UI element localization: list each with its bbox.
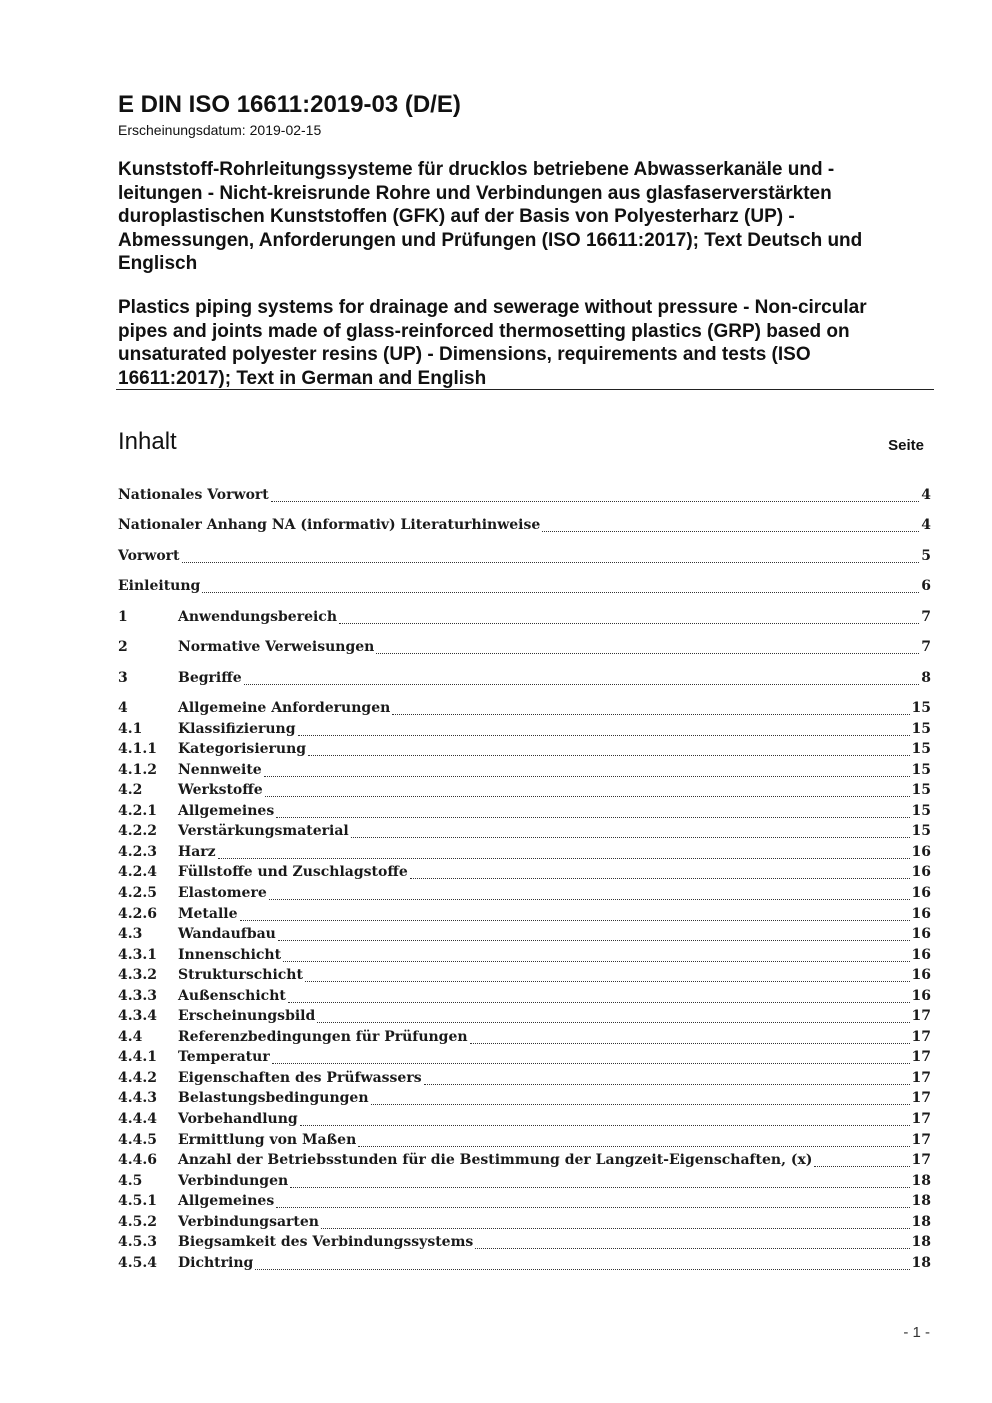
toc-entry-title: Elastomere <box>178 884 267 901</box>
toc-entry-page: 17 <box>911 1008 931 1025</box>
toc-entry-number: 4.2.2 <box>118 823 157 840</box>
toc-entry-number: 4 <box>118 700 128 716</box>
toc-entry-title: Werkstoffe <box>178 782 263 799</box>
toc-entry-title: Begriffe <box>178 670 242 686</box>
toc-entry-number: 4.1 <box>118 720 143 737</box>
toc-entry-title: Allgemeine Anforderungen <box>178 700 391 716</box>
toc-entry[interactable] <box>118 670 931 690</box>
toc-entry-number: 4.2.1 <box>118 802 157 819</box>
toc-entry-page: 6 <box>921 578 931 594</box>
toc-dot-leader <box>290 1186 909 1188</box>
toc-entry-page: 16 <box>911 987 931 1004</box>
toc-entry[interactable] <box>118 803 931 823</box>
toc-dot-leader <box>410 877 910 879</box>
toc-entry-number: 4.4.6 <box>118 1152 157 1169</box>
toc-entry-title: Ermittlung von Maßen <box>178 1131 357 1148</box>
toc-dot-leader <box>283 960 909 962</box>
toc-entry[interactable] <box>118 700 931 720</box>
toc-dot-leader <box>276 1206 909 1208</box>
toc-page-column-label: Seite <box>888 437 924 454</box>
toc-entry-page: 15 <box>911 720 931 737</box>
toc-entry-page: 17 <box>911 1152 931 1169</box>
toc-dot-leader <box>269 898 910 900</box>
toc-dot-leader <box>542 530 919 532</box>
toc-entry-page: 17 <box>911 1049 931 1066</box>
toc-entry-title: Vorwort <box>118 548 180 564</box>
toc-dot-leader <box>255 1268 909 1270</box>
toc-entry-page: 18 <box>911 1213 931 1230</box>
toc-entry[interactable] <box>118 823 931 843</box>
title-english: Plastics piping systems for drainage and sewerage without pressure - Non-circular pipes and joints made of glass-reinforced thermosetting plastics (GRP) based on unsaturated polyester resins (UP) - Dimensions, requirements and tests (ISO 16611:2017); Text in German and English <box>118 297 867 389</box>
toc-entry-title: Innenschicht <box>178 946 282 963</box>
toc-entry-page: 17 <box>911 1090 931 1107</box>
toc-entry-page: 15 <box>911 761 931 778</box>
publication-date-value: 2019-02-15 <box>249 122 322 138</box>
toc-dot-leader <box>276 816 909 818</box>
toc-entry-page: 17 <box>911 1028 931 1045</box>
toc-dot-leader <box>288 1001 910 1003</box>
toc-entry-title: Nationaler Anhang NA (informativ) Literaturhinweise <box>118 517 541 533</box>
toc-dot-leader <box>278 939 910 941</box>
toc-entry[interactable] <box>118 967 931 987</box>
toc-entry-page: 17 <box>911 1069 931 1086</box>
toc-entry-number: 4.1.1 <box>118 741 157 758</box>
toc-entry-page: 16 <box>911 946 931 963</box>
toc-entry-title: Normative Verweisungen <box>178 639 375 655</box>
toc-entry[interactable] <box>118 844 931 864</box>
toc-entry-title: Klassifizierung <box>178 720 296 737</box>
toc-dot-leader <box>218 857 910 859</box>
toc-dot-leader <box>202 591 919 593</box>
toc-dot-leader <box>265 795 910 797</box>
toc-entry-page: 15 <box>911 802 931 819</box>
toc-entry-number: 4.4 <box>118 1028 143 1045</box>
toc-dot-leader <box>272 1062 910 1064</box>
toc-entry-number: 2 <box>118 639 128 655</box>
toc-entry[interactable] <box>118 864 931 884</box>
toc-entry-number: 4.1.2 <box>118 761 157 778</box>
toc-entry[interactable] <box>118 926 931 946</box>
toc-dot-leader <box>300 1124 910 1126</box>
toc-entry-number: 4.2.3 <box>118 843 157 860</box>
publication-date-label: Erscheinungsdatum: <box>118 122 246 138</box>
toc-entry[interactable] <box>118 1090 931 1110</box>
toc-dot-leader <box>271 500 920 502</box>
toc-entry-number: 4.4.3 <box>118 1090 157 1107</box>
toc-entry[interactable] <box>118 906 931 926</box>
toc-entry-number: 3 <box>118 670 128 686</box>
toc-entry-title: Nennweite <box>178 761 262 778</box>
toc-entry-title: Biegsamkeit des Verbindungssystems <box>178 1234 474 1251</box>
toc-entry-page: 5 <box>921 548 931 564</box>
toc-entry-number: 4.5 <box>118 1172 143 1189</box>
toc-entry-title: Anzahl der Betriebsstunden für die Bestimmung der Langzeit-Eigenschaften, (x) <box>178 1152 813 1169</box>
toc-entry[interactable] <box>118 988 931 1008</box>
table-of-contents <box>118 0 931 1403</box>
toc-dot-leader <box>321 1227 910 1229</box>
toc-entry-number: 4.4.4 <box>118 1111 157 1127</box>
toc-entry-page: 18 <box>911 1234 931 1251</box>
toc-entry-title: Kategorisierung <box>178 741 307 758</box>
toc-entry[interactable] <box>118 1049 931 1069</box>
toc-entry-page: 15 <box>911 700 931 716</box>
toc-entry[interactable] <box>118 1152 931 1172</box>
toc-entry-page: 18 <box>911 1172 931 1189</box>
toc-entry-number: 4.2.5 <box>118 884 157 901</box>
toc-entry-number: 1 <box>118 609 128 625</box>
toc-dot-leader <box>244 683 920 685</box>
toc-entry[interactable] <box>118 639 931 659</box>
toc-entry-number: 4.2.4 <box>118 864 157 881</box>
toc-entry[interactable] <box>118 1255 931 1275</box>
toc-dot-leader <box>814 1165 909 1167</box>
toc-entry-title: Allgemeines <box>178 1193 275 1210</box>
toc-entry-title: Erscheinungsbild <box>178 1008 316 1025</box>
toc-dot-leader <box>240 919 910 921</box>
toc-entry-title: Füllstoffe und Zuschlagstoffe <box>178 864 408 881</box>
toc-entry-number: 4.5.2 <box>118 1213 157 1230</box>
toc-entry-title: Einleitung <box>118 578 201 594</box>
toc-entry-title: Referenzbedingungen für Prüfungen <box>178 1028 468 1045</box>
toc-dot-leader <box>298 734 910 736</box>
toc-entry-number: 4.5.4 <box>118 1254 157 1271</box>
toc-entry-title: Verbindungsarten <box>178 1213 319 1230</box>
toc-dot-leader <box>339 622 919 624</box>
toc-entry[interactable] <box>118 1008 931 1028</box>
toc-entry-page: 8 <box>921 670 931 686</box>
toc-entry[interactable] <box>118 1193 931 1213</box>
toc-entry-page: 16 <box>911 926 931 943</box>
toc-entry-page: 15 <box>911 782 931 799</box>
toc-dot-leader <box>308 754 909 756</box>
toc-entry-number: 4.5.3 <box>118 1234 157 1251</box>
toc-entry-page: 18 <box>911 1193 931 1210</box>
toc-dot-leader <box>392 713 909 715</box>
toc-entry-page: 17 <box>911 1111 931 1127</box>
toc-entry[interactable] <box>118 782 931 802</box>
toc-entry-number: 4.2.6 <box>118 905 157 922</box>
toc-entry-number: 4.4.2 <box>118 1069 157 1086</box>
toc-entry-page: 16 <box>911 864 931 881</box>
toc-entry-page: 16 <box>911 843 931 860</box>
toc-entry[interactable] <box>118 741 931 761</box>
toc-entry[interactable] <box>118 1132 931 1152</box>
toc-dot-leader <box>351 836 910 838</box>
toc-entry-page: 16 <box>911 884 931 901</box>
toc-entry[interactable] <box>118 885 931 905</box>
toc-entry[interactable] <box>118 487 931 507</box>
toc-entry-number: 4.3.4 <box>118 1008 157 1025</box>
toc-heading: Inhalt <box>118 428 177 455</box>
toc-entry-number: 4.5.1 <box>118 1193 157 1210</box>
toc-entry-page: 4 <box>921 487 931 503</box>
document-title: E DIN ISO 16611:2019-03 (D/E) <box>118 91 461 118</box>
toc-entry-number: 4.2 <box>118 782 143 799</box>
toc-entry[interactable] <box>118 1070 931 1090</box>
toc-entry-title: Vorbehandlung <box>178 1111 298 1127</box>
toc-entry-title: Allgemeines <box>178 802 275 819</box>
toc-entry[interactable] <box>118 1234 931 1254</box>
toc-entry[interactable] <box>118 1173 931 1193</box>
toc-entry-title: Strukturschicht <box>178 967 303 984</box>
toc-entry-page: 7 <box>921 639 931 655</box>
toc-dot-leader <box>371 1103 910 1105</box>
toc-entry-page: 15 <box>911 823 931 840</box>
toc-entry-number: 4.3.2 <box>118 967 157 984</box>
toc-entry-title: Metalle <box>178 905 238 922</box>
toc-entry-title: Temperatur <box>178 1049 270 1066</box>
toc-dot-leader <box>317 1021 909 1023</box>
toc-entry-title: Belastungsbedingungen <box>178 1090 369 1107</box>
toc-dot-leader <box>305 980 910 982</box>
toc-dot-leader <box>424 1083 910 1085</box>
toc-dot-leader <box>264 775 910 777</box>
toc-entry-title: Anwendungsbereich <box>178 609 337 625</box>
toc-entry[interactable] <box>118 762 931 782</box>
toc-dot-leader <box>358 1145 909 1147</box>
toc-entry-page: 7 <box>921 609 931 625</box>
toc-entry-title: Eigenschaften des Prüfwassers <box>178 1069 422 1086</box>
toc-entry-page: 15 <box>911 741 931 758</box>
toc-dot-leader <box>475 1247 909 1249</box>
toc-entry-number: 4.4.5 <box>118 1131 157 1148</box>
toc-entry[interactable] <box>118 721 931 741</box>
toc-entry-title: Dichtring <box>178 1254 254 1271</box>
toc-dot-leader <box>470 1042 910 1044</box>
toc-entry-title: Außenschicht <box>178 987 286 1004</box>
toc-entry-title: Verbindungen <box>178 1172 289 1189</box>
toc-entry[interactable] <box>118 1029 931 1049</box>
toc-entry-page: 18 <box>911 1254 931 1271</box>
toc-entry-page: 4 <box>921 517 931 533</box>
toc-entry[interactable] <box>118 517 931 537</box>
toc-entry-title: Nationales Vorwort <box>118 487 269 503</box>
toc-entry[interactable] <box>118 1111 931 1131</box>
toc-entry-title: Wandaufbau <box>178 926 276 943</box>
toc-dot-leader <box>376 652 919 654</box>
toc-entry-number: 4.3.3 <box>118 987 157 1004</box>
toc-entry[interactable] <box>118 947 931 967</box>
page-number: - 1 - <box>903 1324 930 1341</box>
toc-entry-number: 4.3.1 <box>118 946 157 963</box>
toc-entry-title: Verstärkungsmaterial <box>178 823 349 840</box>
toc-entry-title: Harz <box>178 843 216 860</box>
toc-entry-page: 16 <box>911 905 931 922</box>
toc-entry[interactable] <box>118 548 931 568</box>
toc-entry[interactable] <box>118 578 931 598</box>
toc-entry-page: 17 <box>911 1131 931 1148</box>
toc-entry-page: 16 <box>911 967 931 984</box>
title-german: Kunststoff-Rohrleitungssysteme für drucklos betriebene Abwasserkanäle und -leitungen - Nicht-kreisrunde Rohre und Verbindungen aus glasfaserverstärkten duroplastischen Kunststoffen (GFK) auf der Basis von Polyesterharz (UP) - Abmessungen, Anforderungen und Prüfungen (ISO 16611:2017); Text Deutsch und Englisch <box>118 159 863 274</box>
toc-entry-number: 4.4.1 <box>118 1049 157 1066</box>
toc-entry-number: 4.3 <box>118 926 143 943</box>
toc-dot-leader <box>182 561 920 563</box>
toc-entry[interactable] <box>118 609 931 629</box>
toc-entry[interactable] <box>118 1214 931 1234</box>
